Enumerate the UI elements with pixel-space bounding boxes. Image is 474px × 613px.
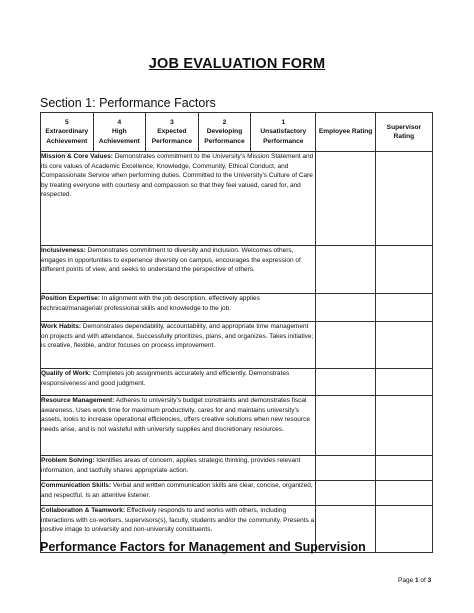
supervisor-rating-cell[interactable]	[375, 369, 432, 396]
factor-description: Position Expertise: In alignment with the job description, effectively applies technical/managerial/ professional skills and knowledge to the job.	[41, 294, 316, 322]
factor-row	[41, 246, 433, 294]
supervisor-rating-cell[interactable]	[375, 294, 432, 322]
col-header-extraordinary: 5 Extraordinary Achievement	[41, 113, 94, 152]
supervisor-rating-cell[interactable]	[375, 456, 432, 481]
col-header-unsatisfactory: 1 Unsatisfactory Performance	[251, 113, 316, 152]
factor-description: Resource Management: Adheres to university’s budget constraints and demonstrates fiscal awareness. Uses work time for maximum productivity, cares for and maintains university’s assets, looks to increase operational efficiencies, offers creative solutions when new resource needs arise, and is not wasteful with university supplies and discretionary resources.	[41, 396, 316, 456]
supervisor-rating-cell[interactable]	[375, 481, 432, 506]
supervisor-rating-cell[interactable]	[375, 322, 432, 369]
section-heading: Section 1: Performance Factors	[40, 96, 216, 110]
factor-row	[41, 369, 433, 396]
subsection-heading: Performance Factors for Management and Supervision	[40, 540, 366, 554]
employee-rating-cell[interactable]	[316, 396, 375, 456]
employee-rating-cell[interactable]	[316, 456, 375, 481]
employee-rating-cell[interactable]	[316, 369, 375, 396]
page-number: Page 1 of 3	[398, 577, 432, 584]
header-row	[41, 113, 433, 152]
employee-rating-cell[interactable]	[316, 481, 375, 506]
employee-rating-cell[interactable]	[316, 246, 375, 294]
col-header-developing: 2 Developing Performance	[198, 113, 251, 152]
factor-description: Collaboration & Teamwork: Effectively responds to and works with others, including interactions with co-workers, supervisors(s), faculty, students and/or the community. Presents a positive image to university and non-university constituents.	[41, 506, 316, 553]
supervisor-rating-cell[interactable]	[375, 152, 432, 246]
col-header-supervisor-rating: Supervisor Rating	[375, 113, 432, 152]
factor-row	[41, 322, 433, 369]
factor-row	[41, 294, 433, 322]
factor-row	[41, 396, 433, 456]
col-header-expected: 3 Expected Performance	[146, 113, 199, 152]
factor-row	[41, 456, 433, 481]
factor-description: Communication Skills: Verbal and written communication skills are clear, concise, organized, and respectful. Is an attentive listener.	[41, 481, 316, 506]
performance-table	[40, 112, 433, 553]
factor-description: Inclusiveness: Demonstrates commitment to diversity and inclusion. Welcomes others, engages in opportunities to experience diversity on campus, encourages the expression of different points of view, and seeks to understand the perspective of others.	[41, 246, 316, 294]
factor-description: Work Habits: Demonstrates dependability, accountability, and appropriate time management on projects and with attendance. Successfully prioritizes, plans, and organizes. Takes initiative; is creative, flexible, and/or focuses on process improvement.	[41, 322, 316, 369]
form-title: JOB EVALUATION FORM	[148, 56, 326, 72]
employee-rating-cell[interactable]	[316, 294, 375, 322]
col-header-high: 4 High Achievement	[93, 113, 146, 152]
factor-description: Quality of Work: Completes job assignments accurately and efficiently. Demonstrates responsiveness and good judgment.	[41, 369, 316, 396]
supervisor-rating-cell[interactable]	[375, 246, 432, 294]
employee-rating-cell[interactable]	[316, 152, 375, 246]
col-header-employee-rating: Employee Rating	[316, 113, 375, 152]
supervisor-rating-cell[interactable]	[375, 396, 432, 456]
employee-rating-cell[interactable]	[316, 322, 375, 369]
factor-description: Mission & Core Values: Demonstrates commitment to the University’s Mission Statement and its core values of Academic Excellence, Knowledge, Community, Ethical Conduct, and Compassionate Service when performing duties. Committed to the University’s Culture of Care by treating everyone with courtesy and compassion so that they feel valued, cared for, and respected.	[41, 152, 316, 246]
supervisor-rating-cell[interactable]	[375, 506, 432, 553]
factor-row	[41, 481, 433, 506]
factor-row	[41, 152, 433, 246]
factor-description: Problem Solving: Identifies areas of concern, applies strategic thinking, provides relevant information, and tactfully shares appropriate action.	[41, 456, 316, 481]
